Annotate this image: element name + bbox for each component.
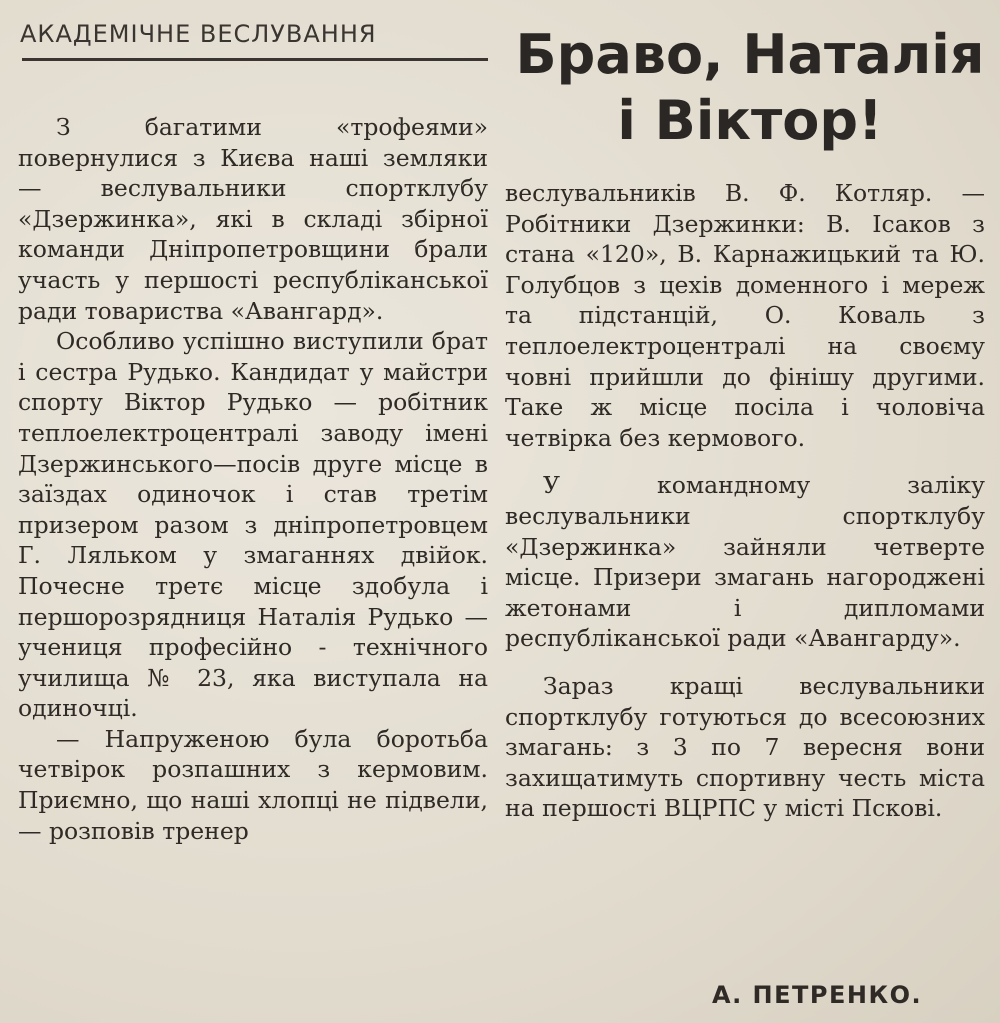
author-signature: А. ПЕТРЕНКО. bbox=[712, 981, 923, 1009]
rubric-underline bbox=[22, 58, 488, 61]
paragraph-5: У командному заліку веслувальники спортклубу «Дзержинка» зайняли четверте місце. Призери змагань нагороджені жетонами і дипломами республіканської ради «Авангарду». bbox=[505, 471, 985, 653]
paragraph-3: — Напруженою була боротьба четвірок розпашних з кермовим. Приємно, що наші хлопці не підвели, — розповів тренер bbox=[18, 724, 488, 845]
paragraph-2: Особливо успішно виступили брат і сестра Рудько. Кандидат у майстри спорту Віктор Рудько — робітник теплоелектроцентралі заводу імені Дзержинського—посів друге місце в заїздах одиночок і став третім призером разом з дніпропетровцем Г. Лялькoм у змаганнях двійок. Почесне третє місце здобула і першорозрядниця Наталія Рудько — учениця професійно - технічного училища № 23, яка виступала на одиночці. bbox=[18, 327, 488, 723]
paragraph-4: веслувальників В. Ф. Котляр. — Робітники Дзержинки: В. Ісаков з стана «120», В. Карнажицький та Ю. Голубцов з цехів доменного і мереж та підстанцій, О. Коваль з теплоелектроцентралі на своєму човні прийшли до фінішу другими. Таке ж місце посіла і чоловіча четвірка без кермового. bbox=[505, 179, 985, 452]
headline-line-2: і Віктор! bbox=[617, 89, 883, 152]
paragraph-1: З багатими «трофеями» повернулися з Києва наші земляки — веслувальники спортклубу «Дзержинка», які в складі збірної команди Дніпропетровщини брали участь у першості республіканської ради товариства «Авангард». bbox=[18, 113, 488, 325]
article-column-right bbox=[505, 178, 985, 824]
headline-line-1: Браво, Наталія bbox=[515, 23, 985, 86]
article-column-left bbox=[18, 112, 488, 846]
paragraph-6: Зараз кращі веслувальники спортклубу готуються до всесоюзних змагань: з 3 по 7 вересня вони захищатимуть спортивну честь міста на першості ВЦРПС у місті Пскові. bbox=[505, 671, 985, 823]
section-rubric: АКАДЕМІЧНЕ ВЕСЛУВАННЯ bbox=[20, 20, 377, 48]
article-headline bbox=[505, 22, 995, 154]
